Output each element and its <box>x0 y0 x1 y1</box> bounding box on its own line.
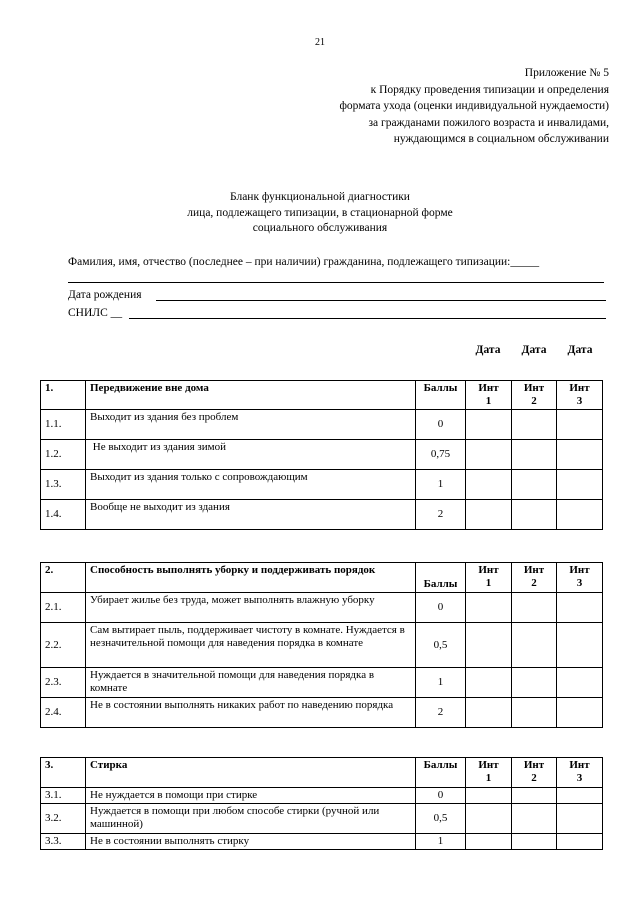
row-number: 1.2. <box>41 440 86 470</box>
snils-input-line[interactable] <box>129 318 606 319</box>
row-number: 3.3. <box>41 834 86 850</box>
int-cell-1[interactable] <box>466 593 512 623</box>
int-header-1: Инт 1 <box>466 563 512 593</box>
score-header: Баллы <box>416 563 466 593</box>
row-text: Не нуждается в помощи при стирке <box>86 788 416 804</box>
int-cell-3[interactable] <box>557 593 603 623</box>
table-laundry <box>40 757 603 850</box>
row-text: Не в состоянии выполнять никаких работ по наведению порядка <box>86 698 416 728</box>
int-cell-1[interactable] <box>466 804 512 834</box>
date-header-2: Дата <box>521 344 547 356</box>
appendix-line: за гражданами пожилого возраста и инвалидами, <box>368 116 609 129</box>
row-text: Убирает жилье без труда, может выполнять влажную уборку <box>86 593 416 623</box>
appendix-line: Приложение № 5 <box>524 67 609 79</box>
int-cell-3[interactable] <box>557 834 603 850</box>
int-cell-3[interactable] <box>557 668 603 698</box>
form-title <box>0 190 640 237</box>
row-number: 1.4. <box>41 500 86 530</box>
table-row <box>41 500 603 530</box>
row-number: 1.1. <box>41 410 86 440</box>
int-header-3: Инт 3 <box>557 563 603 593</box>
int-header-3: Инт 3 <box>557 381 603 410</box>
table-row <box>41 788 603 804</box>
section-number: 3. <box>41 758 86 788</box>
section-number: 2. <box>41 563 86 593</box>
int-cell-3[interactable] <box>557 500 603 530</box>
table-row <box>41 470 603 500</box>
int-cell-3[interactable] <box>557 440 603 470</box>
row-score: 0 <box>416 410 466 440</box>
row-number: 3.1. <box>41 788 86 804</box>
row-score: 1 <box>416 470 466 500</box>
section-title: Передвижение вне дома <box>86 381 416 410</box>
int-cell-1[interactable] <box>466 410 512 440</box>
int-cell-2[interactable] <box>512 834 557 850</box>
int-cell-2[interactable] <box>512 440 557 470</box>
table-row <box>41 834 603 850</box>
form-title-line: социального обслуживания <box>252 222 388 234</box>
table-cleaning <box>40 562 603 728</box>
form-title-line: Бланк функциональной диагностики <box>230 191 410 203</box>
row-text: Выходит из здания без проблем <box>86 410 416 440</box>
row-text: Не в состоянии выполнять стирку <box>86 834 416 850</box>
int-header-1: Инт 1 <box>466 758 512 788</box>
int-cell-3[interactable] <box>557 410 603 440</box>
int-cell-2[interactable] <box>512 804 557 834</box>
row-score: 0 <box>416 788 466 804</box>
int-cell-2[interactable] <box>512 470 557 500</box>
int-cell-2[interactable] <box>512 410 557 440</box>
int-cell-2[interactable] <box>512 593 557 623</box>
row-number: 3.2. <box>41 804 86 834</box>
row-text: Вообще не выходит из здания <box>86 500 416 530</box>
int-header-2: Инт 2 <box>512 381 557 410</box>
int-cell-1[interactable] <box>466 440 512 470</box>
int-header-1: Инт 1 <box>466 381 512 410</box>
int-cell-1[interactable] <box>466 788 512 804</box>
int-cell-3[interactable] <box>557 804 603 834</box>
int-cell-1[interactable] <box>466 668 512 698</box>
row-text: Не выходит из здания зимой <box>86 440 416 470</box>
row-score: 2 <box>416 500 466 530</box>
date-header-3: Дата <box>567 344 593 356</box>
appendix-line: нуждающимся в социальном обслуживании <box>393 133 609 145</box>
row-text: Выходит из здания только с сопровождающим <box>86 470 416 500</box>
row-score: 0,75 <box>416 440 466 470</box>
fio-label: Фамилия, имя, отчество (последнее – при наличии) гражданина, подлежащего типизации:_____ <box>68 256 540 268</box>
table-row <box>41 440 603 470</box>
date-header-1: Дата <box>475 344 501 356</box>
table-row <box>41 623 603 668</box>
int-cell-2[interactable] <box>512 623 557 668</box>
page-number: 21 <box>315 37 325 48</box>
score-header: Баллы <box>416 381 466 410</box>
snils-label: СНИЛС __ <box>68 307 123 319</box>
form-title-line: лица, подлежащего типизации, в стационарной форме <box>187 206 453 219</box>
int-cell-3[interactable] <box>557 788 603 804</box>
section-title: Стирка <box>86 758 416 788</box>
appendix-line: к Порядку проведения типизации и определения <box>370 83 609 96</box>
table-row <box>41 410 603 440</box>
row-number: 2.1. <box>41 593 86 623</box>
int-cell-1[interactable] <box>466 623 512 668</box>
row-number: 1.3. <box>41 470 86 500</box>
int-cell-2[interactable] <box>512 500 557 530</box>
table-header <box>41 381 603 410</box>
row-text: Нуждается в помощи при любом способе стирки (ручной или машинной) <box>86 804 416 834</box>
int-cell-3[interactable] <box>557 470 603 500</box>
appendix-block <box>339 65 609 148</box>
table-header <box>41 563 603 593</box>
row-score: 0,5 <box>416 623 466 668</box>
table-header <box>41 758 603 788</box>
int-cell-2[interactable] <box>512 698 557 728</box>
int-header-2: Инт 2 <box>512 758 557 788</box>
row-score: 2 <box>416 698 466 728</box>
int-header-2: Инт 2 <box>512 563 557 593</box>
int-header-3: Инт 3 <box>557 758 603 788</box>
birth-input-line[interactable] <box>156 300 606 301</box>
int-cell-1[interactable] <box>466 834 512 850</box>
section-number: 1. <box>41 381 86 410</box>
table-row <box>41 804 603 834</box>
table-row <box>41 593 603 623</box>
birth-label: Дата рождения <box>68 289 142 301</box>
row-text: Сам вытирает пыль, поддерживает чистоту в комнате. Нуждается в незначительной помощи для наведения порядка в комнате <box>86 623 416 668</box>
row-score: 0,5 <box>416 804 466 834</box>
int-cell-1[interactable] <box>466 500 512 530</box>
table-movement <box>40 380 603 530</box>
int-cell-3[interactable] <box>557 698 603 728</box>
int-cell-1[interactable] <box>466 470 512 500</box>
fio-input-line[interactable] <box>68 282 604 283</box>
score-header: Баллы <box>416 758 466 788</box>
table-row <box>41 668 603 698</box>
int-cell-2[interactable] <box>512 668 557 698</box>
row-number: 2.3. <box>41 668 86 698</box>
int-cell-3[interactable] <box>557 623 603 668</box>
row-score: 1 <box>416 834 466 850</box>
section-title: Способность выполнять уборку и поддерживать порядок <box>86 563 416 593</box>
row-score: 0 <box>416 593 466 623</box>
row-number: 2.4. <box>41 698 86 728</box>
row-text: Нуждается в значительной помощи для наведения порядка в комнате <box>86 668 416 698</box>
row-number: 2.2. <box>41 623 86 668</box>
table-row <box>41 698 603 728</box>
row-score: 1 <box>416 668 466 698</box>
int-cell-2[interactable] <box>512 788 557 804</box>
int-cell-1[interactable] <box>466 698 512 728</box>
appendix-line: формата ухода (оценки индивидуальной нуждаемости) <box>339 100 609 112</box>
